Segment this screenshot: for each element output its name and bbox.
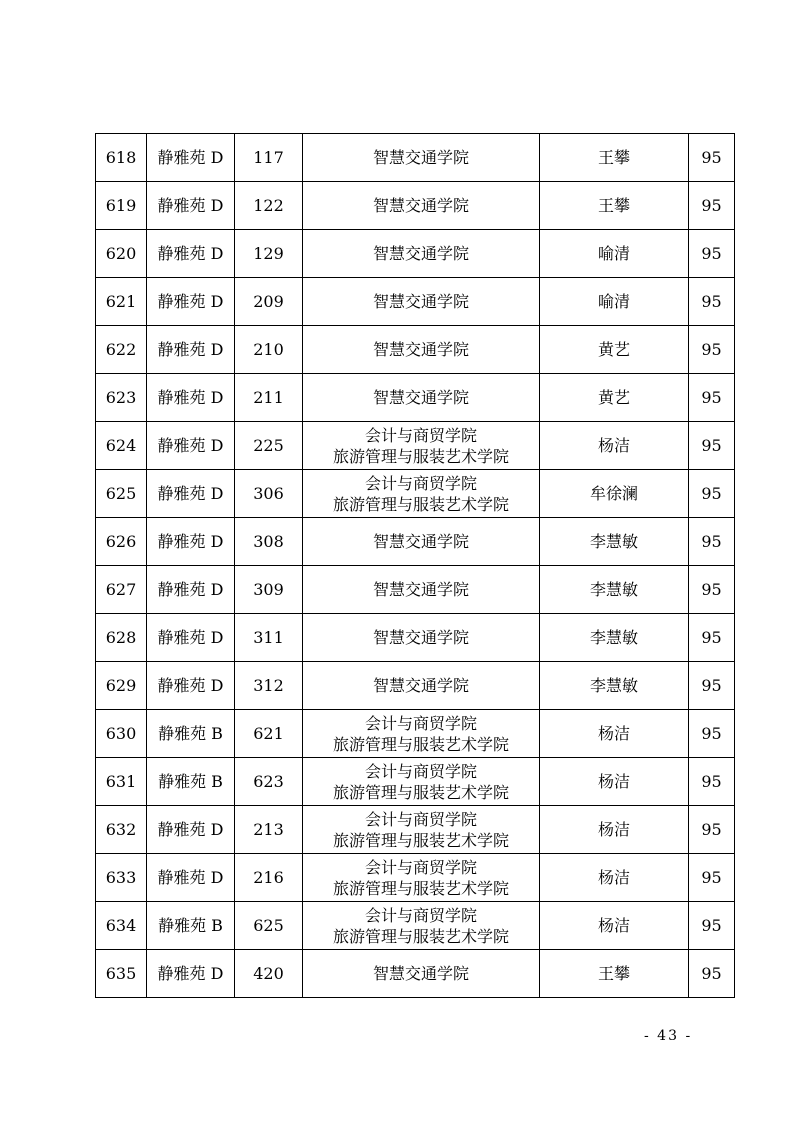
college-name: 旅游管理与服装艺术学院 — [332, 830, 509, 850]
score-cell: 95 — [689, 662, 735, 710]
row-number-cell: 634 — [96, 902, 147, 950]
person-cell: 喻清 — [540, 230, 689, 278]
score-cell: 95 — [689, 134, 735, 182]
room-cell: 216 — [235, 854, 303, 902]
table-row — [96, 566, 735, 614]
person-cell: 李慧敏 — [540, 614, 689, 662]
room-cell: 625 — [235, 902, 303, 950]
college-name: 智慧交通学院 — [372, 340, 469, 359]
building-cell: 静雅苑 D — [147, 182, 235, 230]
table-row — [96, 326, 735, 374]
college-name: 智慧交通学院 — [372, 964, 469, 983]
row-number-cell: 635 — [96, 950, 147, 998]
page-number: - 43 - — [644, 1028, 693, 1044]
table-row — [96, 854, 735, 902]
building-cell: 静雅苑 B — [147, 758, 235, 806]
table-row — [96, 614, 735, 662]
building-cell: 静雅苑 D — [147, 230, 235, 278]
college-name: 智慧交通学院 — [372, 148, 469, 167]
building-cell: 静雅苑 D — [147, 278, 235, 326]
table-row — [96, 278, 735, 326]
room-cell: 210 — [235, 326, 303, 374]
room-cell: 213 — [235, 806, 303, 854]
row-number-cell: 627 — [96, 566, 147, 614]
row-number-cell: 620 — [96, 230, 147, 278]
row-number-cell: 625 — [96, 470, 147, 518]
score-cell: 95 — [689, 566, 735, 614]
table-row — [96, 134, 735, 182]
score-cell: 95 — [689, 614, 735, 662]
building-cell: 静雅苑 D — [147, 662, 235, 710]
table-row — [96, 374, 735, 422]
person-cell: 王攀 — [540, 950, 689, 998]
table-row — [96, 662, 735, 710]
score-cell: 95 — [689, 854, 735, 902]
person-cell: 杨洁 — [540, 710, 689, 758]
college-name: 智慧交通学院 — [372, 244, 469, 263]
college-name: 智慧交通学院 — [372, 388, 469, 407]
college-name: 旅游管理与服装艺术学院 — [332, 782, 509, 802]
row-number-cell: 619 — [96, 182, 147, 230]
building-cell: 静雅苑 D — [147, 806, 235, 854]
table-row — [96, 710, 735, 758]
college-name: 旅游管理与服装艺术学院 — [332, 734, 509, 754]
score-cell: 95 — [689, 470, 735, 518]
person-cell: 王攀 — [540, 182, 689, 230]
score-cell: 95 — [689, 374, 735, 422]
row-number-cell: 628 — [96, 614, 147, 662]
room-cell: 209 — [235, 278, 303, 326]
room-cell: 309 — [235, 566, 303, 614]
table-row — [96, 950, 735, 998]
row-number-cell: 629 — [96, 662, 147, 710]
building-cell: 静雅苑 D — [147, 134, 235, 182]
college-cell — [303, 758, 540, 806]
building-cell: 静雅苑 B — [147, 902, 235, 950]
college-cell — [303, 902, 540, 950]
row-number-cell: 621 — [96, 278, 147, 326]
row-number-cell: 633 — [96, 854, 147, 902]
college-name: 会计与商贸学院 — [364, 809, 477, 829]
college-name: 智慧交通学院 — [372, 292, 469, 311]
dormitory-score-table — [95, 133, 735, 998]
college-name: 会计与商贸学院 — [364, 473, 477, 493]
college-cell — [303, 278, 540, 326]
college-name: 智慧交通学院 — [372, 580, 469, 599]
building-cell: 静雅苑 D — [147, 566, 235, 614]
room-cell: 420 — [235, 950, 303, 998]
score-cell: 95 — [689, 518, 735, 566]
college-cell — [303, 422, 540, 470]
college-cell — [303, 950, 540, 998]
row-number-cell: 624 — [96, 422, 147, 470]
table-row — [96, 806, 735, 854]
person-cell: 杨洁 — [540, 854, 689, 902]
row-number-cell: 623 — [96, 374, 147, 422]
college-cell — [303, 710, 540, 758]
room-cell: 311 — [235, 614, 303, 662]
college-name: 旅游管理与服装艺术学院 — [332, 446, 509, 466]
college-cell — [303, 182, 540, 230]
row-number-cell: 618 — [96, 134, 147, 182]
score-cell: 95 — [689, 182, 735, 230]
building-cell: 静雅苑 D — [147, 422, 235, 470]
college-name: 智慧交通学院 — [372, 196, 469, 215]
person-cell: 杨洁 — [540, 758, 689, 806]
college-cell — [303, 374, 540, 422]
table-row — [96, 758, 735, 806]
table-body — [96, 134, 735, 998]
room-cell: 306 — [235, 470, 303, 518]
person-cell: 杨洁 — [540, 902, 689, 950]
score-cell: 95 — [689, 710, 735, 758]
row-number-cell: 631 — [96, 758, 147, 806]
building-cell: 静雅苑 D — [147, 614, 235, 662]
person-cell: 黄艺 — [540, 374, 689, 422]
building-cell: 静雅苑 D — [147, 470, 235, 518]
building-cell: 静雅苑 D — [147, 950, 235, 998]
college-cell — [303, 806, 540, 854]
score-cell: 95 — [689, 230, 735, 278]
college-name: 会计与商贸学院 — [364, 761, 477, 781]
room-cell: 211 — [235, 374, 303, 422]
college-name: 旅游管理与服装艺术学院 — [332, 926, 509, 946]
table-row — [96, 230, 735, 278]
person-cell: 王攀 — [540, 134, 689, 182]
score-cell: 95 — [689, 950, 735, 998]
row-number-cell: 630 — [96, 710, 147, 758]
room-cell: 129 — [235, 230, 303, 278]
person-cell: 牟徐澜 — [540, 470, 689, 518]
person-cell: 杨洁 — [540, 806, 689, 854]
college-name: 旅游管理与服装艺术学院 — [332, 878, 509, 898]
college-cell — [303, 518, 540, 566]
person-cell: 李慧敏 — [540, 518, 689, 566]
building-cell: 静雅苑 B — [147, 710, 235, 758]
college-cell — [303, 614, 540, 662]
score-cell: 95 — [689, 806, 735, 854]
person-cell: 喻清 — [540, 278, 689, 326]
building-cell: 静雅苑 D — [147, 326, 235, 374]
college-name: 会计与商贸学院 — [364, 857, 477, 877]
college-name: 会计与商贸学院 — [364, 425, 477, 445]
college-cell — [303, 470, 540, 518]
row-number-cell: 622 — [96, 326, 147, 374]
college-cell — [303, 566, 540, 614]
score-cell: 95 — [689, 902, 735, 950]
building-cell: 静雅苑 D — [147, 854, 235, 902]
college-name: 智慧交通学院 — [372, 676, 469, 695]
room-cell: 117 — [235, 134, 303, 182]
college-name: 智慧交通学院 — [372, 628, 469, 647]
room-cell: 623 — [235, 758, 303, 806]
college-cell — [303, 854, 540, 902]
score-cell: 95 — [689, 326, 735, 374]
room-cell: 122 — [235, 182, 303, 230]
score-cell: 95 — [689, 422, 735, 470]
table-row — [96, 470, 735, 518]
college-name: 会计与商贸学院 — [364, 713, 477, 733]
person-cell: 杨洁 — [540, 422, 689, 470]
building-cell: 静雅苑 D — [147, 518, 235, 566]
person-cell: 黄艺 — [540, 326, 689, 374]
college-cell — [303, 326, 540, 374]
room-cell: 312 — [235, 662, 303, 710]
college-cell — [303, 230, 540, 278]
row-number-cell: 626 — [96, 518, 147, 566]
college-cell — [303, 134, 540, 182]
person-cell: 李慧敏 — [540, 566, 689, 614]
person-cell: 李慧敏 — [540, 662, 689, 710]
building-cell: 静雅苑 D — [147, 374, 235, 422]
table-row — [96, 182, 735, 230]
room-cell: 225 — [235, 422, 303, 470]
table-row — [96, 902, 735, 950]
row-number-cell: 632 — [96, 806, 147, 854]
room-cell: 621 — [235, 710, 303, 758]
room-cell: 308 — [235, 518, 303, 566]
score-cell: 95 — [689, 758, 735, 806]
college-name: 智慧交通学院 — [372, 532, 469, 551]
college-name: 会计与商贸学院 — [364, 905, 477, 925]
score-cell: 95 — [689, 278, 735, 326]
college-name: 旅游管理与服装艺术学院 — [332, 494, 509, 514]
table-row — [96, 518, 735, 566]
college-cell — [303, 662, 540, 710]
table-row — [96, 422, 735, 470]
